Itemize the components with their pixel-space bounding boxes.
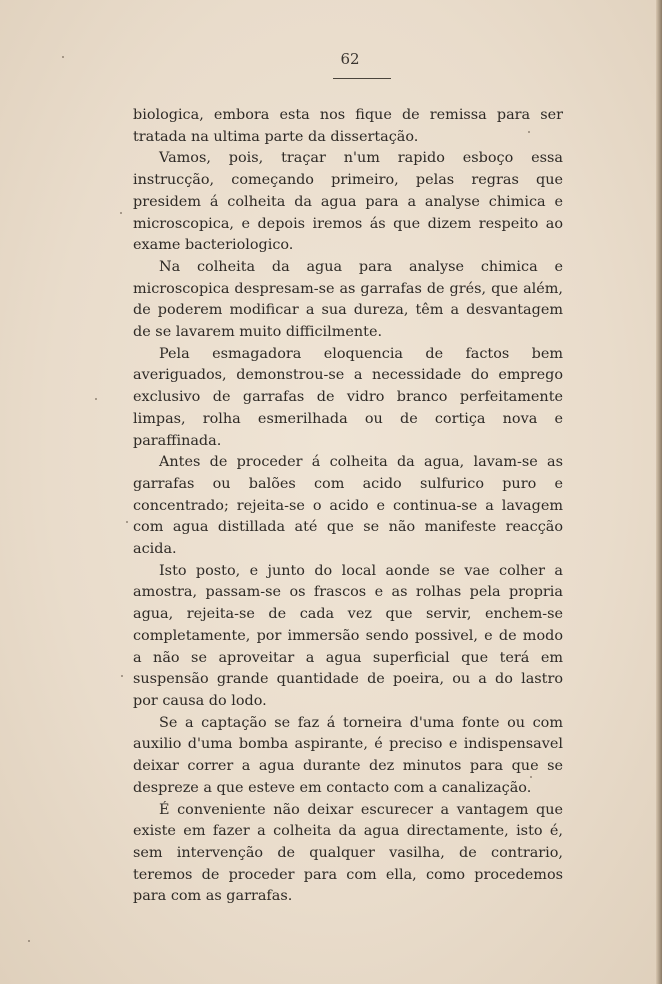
paper-speck xyxy=(28,940,30,942)
paragraph: Na colheita da agua para analyse chimica e microscopica despresam-se as garrafas de grés, que além, de poderem modificar a sua dureza, têm a desvantagem de se lavarem muito difficilmente. xyxy=(133,258,563,341)
paper-speck xyxy=(95,398,97,400)
body-text xyxy=(133,105,563,908)
paragraph: Vamos, pois, traçar n'um rapido esboço essa instrucção, começando primeiro, pelas regras que presidem á colheita da agua para a analyse chimica e microscopica, e depois iremos ás que dizem respeito ao exame bacteriologico. xyxy=(133,150,563,254)
page-number: 62 xyxy=(340,50,360,68)
header-rule xyxy=(333,78,391,79)
paper-speck xyxy=(126,521,128,523)
paragraph-continuation: biologica, embora esta nos fique de remissa para ser tratada na ultima parte da dissertação. xyxy=(133,107,563,145)
paragraph: Antes de proceder á colheita da agua, lavam-se as garrafas ou balões com acido sulfurico puro e concentrado; rejeita-se o acido e continua-se a lavagem com agua distillada até que se não manifeste reacção acida. xyxy=(133,454,563,558)
paragraph: Isto posto, e junto do local aonde se vae colher a amostra, passam-se os frascos e as rolhas pela propria agua, rejeita-se de cada vez que servir, enchem-se completamente, por immersão sendo possivel, e de modo a não se aproveitar a agua superficial que terá em suspensão grande quantidade de poeira, ou a do lastro por causa do lodo. xyxy=(133,562,563,709)
paragraph: Pela esmagadora eloquencia de factos bem averiguados, demonstrou-se a necessidade do emprego exclusivo de garrafas de vidro branco perfeitamente limpas, rolha esmerilhada ou de cortiça nova e paraffinada. xyxy=(133,345,563,449)
paper-speck xyxy=(530,776,532,778)
paragraph: Se a captação se faz á torneira d'uma fonte ou com auxilio d'uma bomba aspirante, é preciso e indispensavel deixar correr a agua durante dez minutos para que se despreze a que esteve em contacto com a canalização. xyxy=(133,714,563,796)
page-edge-shadow xyxy=(656,0,662,984)
paragraph: É conveniente não deixar escurecer a vantagem que existe em fazer a colheita da agua directamente, isto é, sem intervenção de qualquer vasilha, de contrario, teremos de proceder para com ella, como procedemos para com as garrafas. xyxy=(133,801,563,905)
paper-speck xyxy=(528,131,530,133)
paper-speck xyxy=(62,56,64,58)
paper-speck xyxy=(120,212,122,214)
paper-speck xyxy=(121,675,123,677)
